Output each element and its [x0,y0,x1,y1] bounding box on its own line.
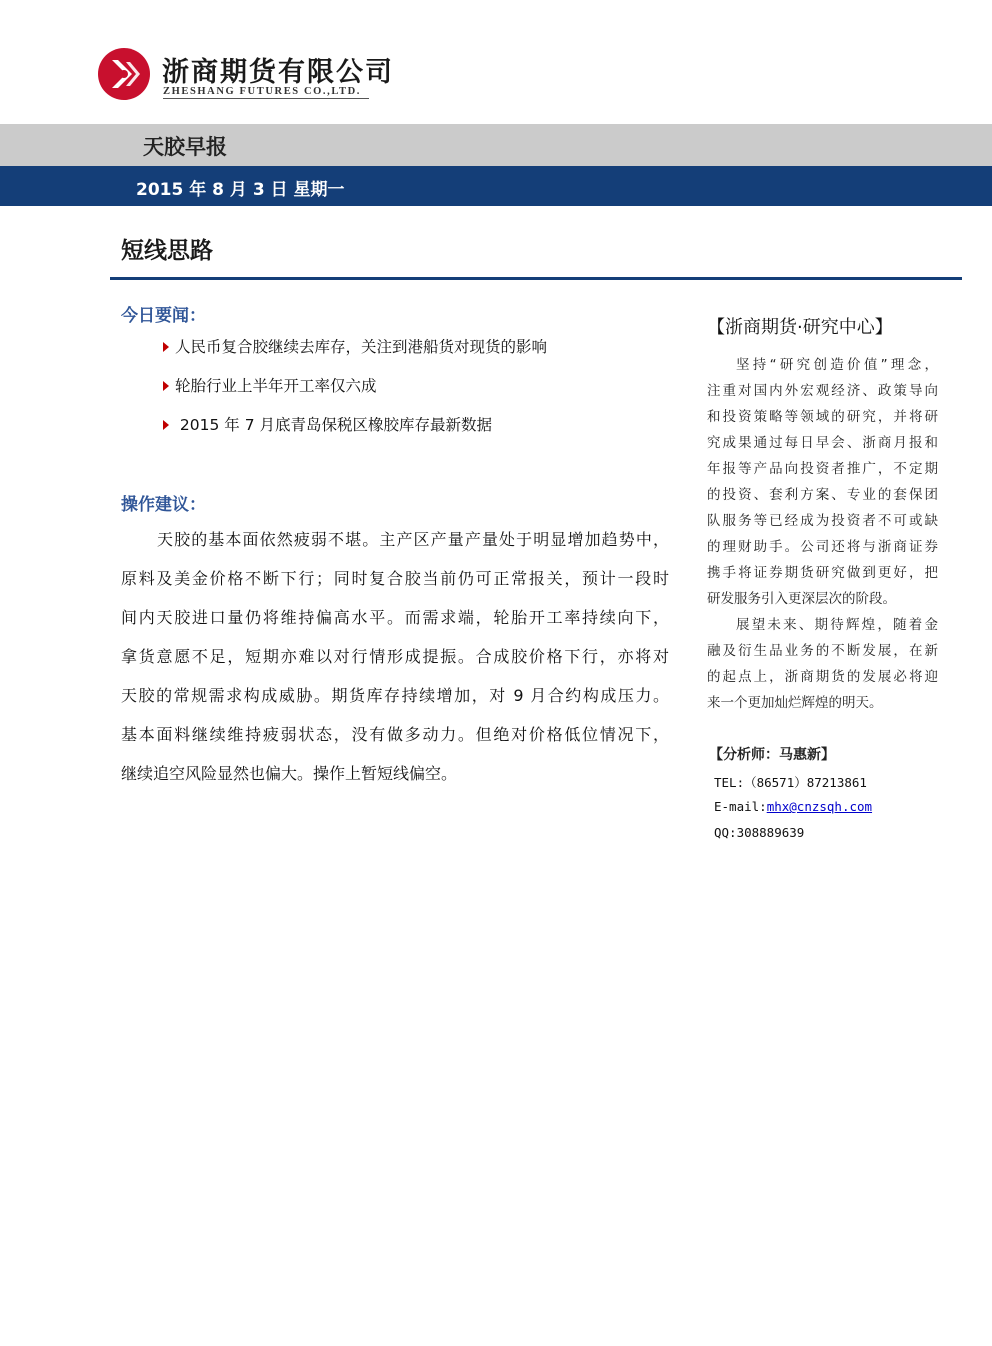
news-item-text: 2015 年 7 月底青岛保税区橡胶库存最新数据 [175,416,493,434]
advice-line: 继续追空风险显然也偏大。操作上暂短线偏空。 [121,764,458,783]
analyst-email [714,799,872,814]
bullet-arrow-icon [163,381,169,391]
sidebar-line: 的理财助手。公司还将与浙商证券 [707,539,938,555]
sidebar-line: 和投资策略等领域的研究，并将研 [707,409,938,425]
sidebar-line: 队服务等已经成为投资者不可或缺 [707,513,938,529]
sidebar-line: 展望未来、期待辉煌，随着金 [736,617,938,633]
section-title: 短线思路 [121,238,213,264]
sidebar-line: 年报等产品向投资者推广，不定期 [707,461,938,477]
company-name-cn: 浙商期货有限公司 [162,57,394,88]
sidebar-line: 携手将证券期货研究做到更好，把 [707,565,938,581]
bullet-arrow-icon [163,342,169,352]
advice-line: 基本面料继续维持疲弱状态，没有做多动力。但绝对价格低位情况下， [121,725,669,744]
advice-line: 天胶的基本面依然疲弱不堪。主产区产量产量处于明显增加趋势中， [157,530,669,549]
sidebar-line: 的投资、套利方案、专业的套保团 [707,487,938,503]
news-item-text: 人民币复合胶继续去库存，关注到港船货对现货的影响 [175,338,548,356]
company-name-en: ZHESHANG FUTURES CO.,LTD. [163,86,362,97]
report-date: 2015 年 8 月 3 日 星期一 [136,180,345,200]
news-item [163,374,377,396]
sidebar-line: 究成果通过每日早会、浙商月报和 [707,435,938,451]
sidebar-line: 来一个更加灿烂辉煌的明天。 [707,695,883,711]
sidebar-line: 的起点上，浙商期货的发展必将迎 [707,669,938,685]
news-item-text: 轮胎行业上半年开工率仅六成 [175,377,377,395]
analyst-tel: TEL:（86571）87213861 [714,775,867,790]
sidebar-line: 坚持“研究创造价值”理念， [736,357,938,373]
analyst-qq: QQ:308889639 [714,825,805,840]
news-item [163,335,547,357]
news-heading: 今日要闻： [121,306,206,326]
brand-divider [163,98,369,99]
research-center-title: 【浙商期货·研究中心】 [707,317,893,338]
email-link[interactable]: mhx@cnzsqh.com [766,799,873,814]
sidebar-line: 注重对国内外宏观经济、政策导向 [707,383,938,399]
advice-heading: 操作建议： [121,495,206,515]
advice-line: 天胶的常规需求构成威胁。期货库存持续增加，对 9 月合约构成压力。 [121,686,669,705]
news-item [163,413,492,435]
advice-line: 原料及美金价格不断下行；同时复合胶当前仍可正常报关，预计一段时 [121,569,669,588]
zheshang-logo-icon [96,46,152,102]
advice-line: 拿货意愿不足，短期亦难以对行情形成提振。合成胶价格下行，亦将对 [121,647,669,666]
analyst-name: 【分析师：马惠新】 [709,747,835,763]
bullet-arrow-icon [163,420,169,430]
section-divider [110,277,962,280]
report-title: 天胶早报 [143,135,227,159]
email-label: E-mail: [714,799,767,814]
sidebar-line: 研发服务引入更深层次的阶段。 [707,591,896,607]
advice-line: 间内天胶进口量仍将维持偏高水平。而需求端，轮胎开工率持续向下， [121,608,669,627]
sidebar-line: 融及衍生品业务的不断发展，在新 [707,643,938,659]
